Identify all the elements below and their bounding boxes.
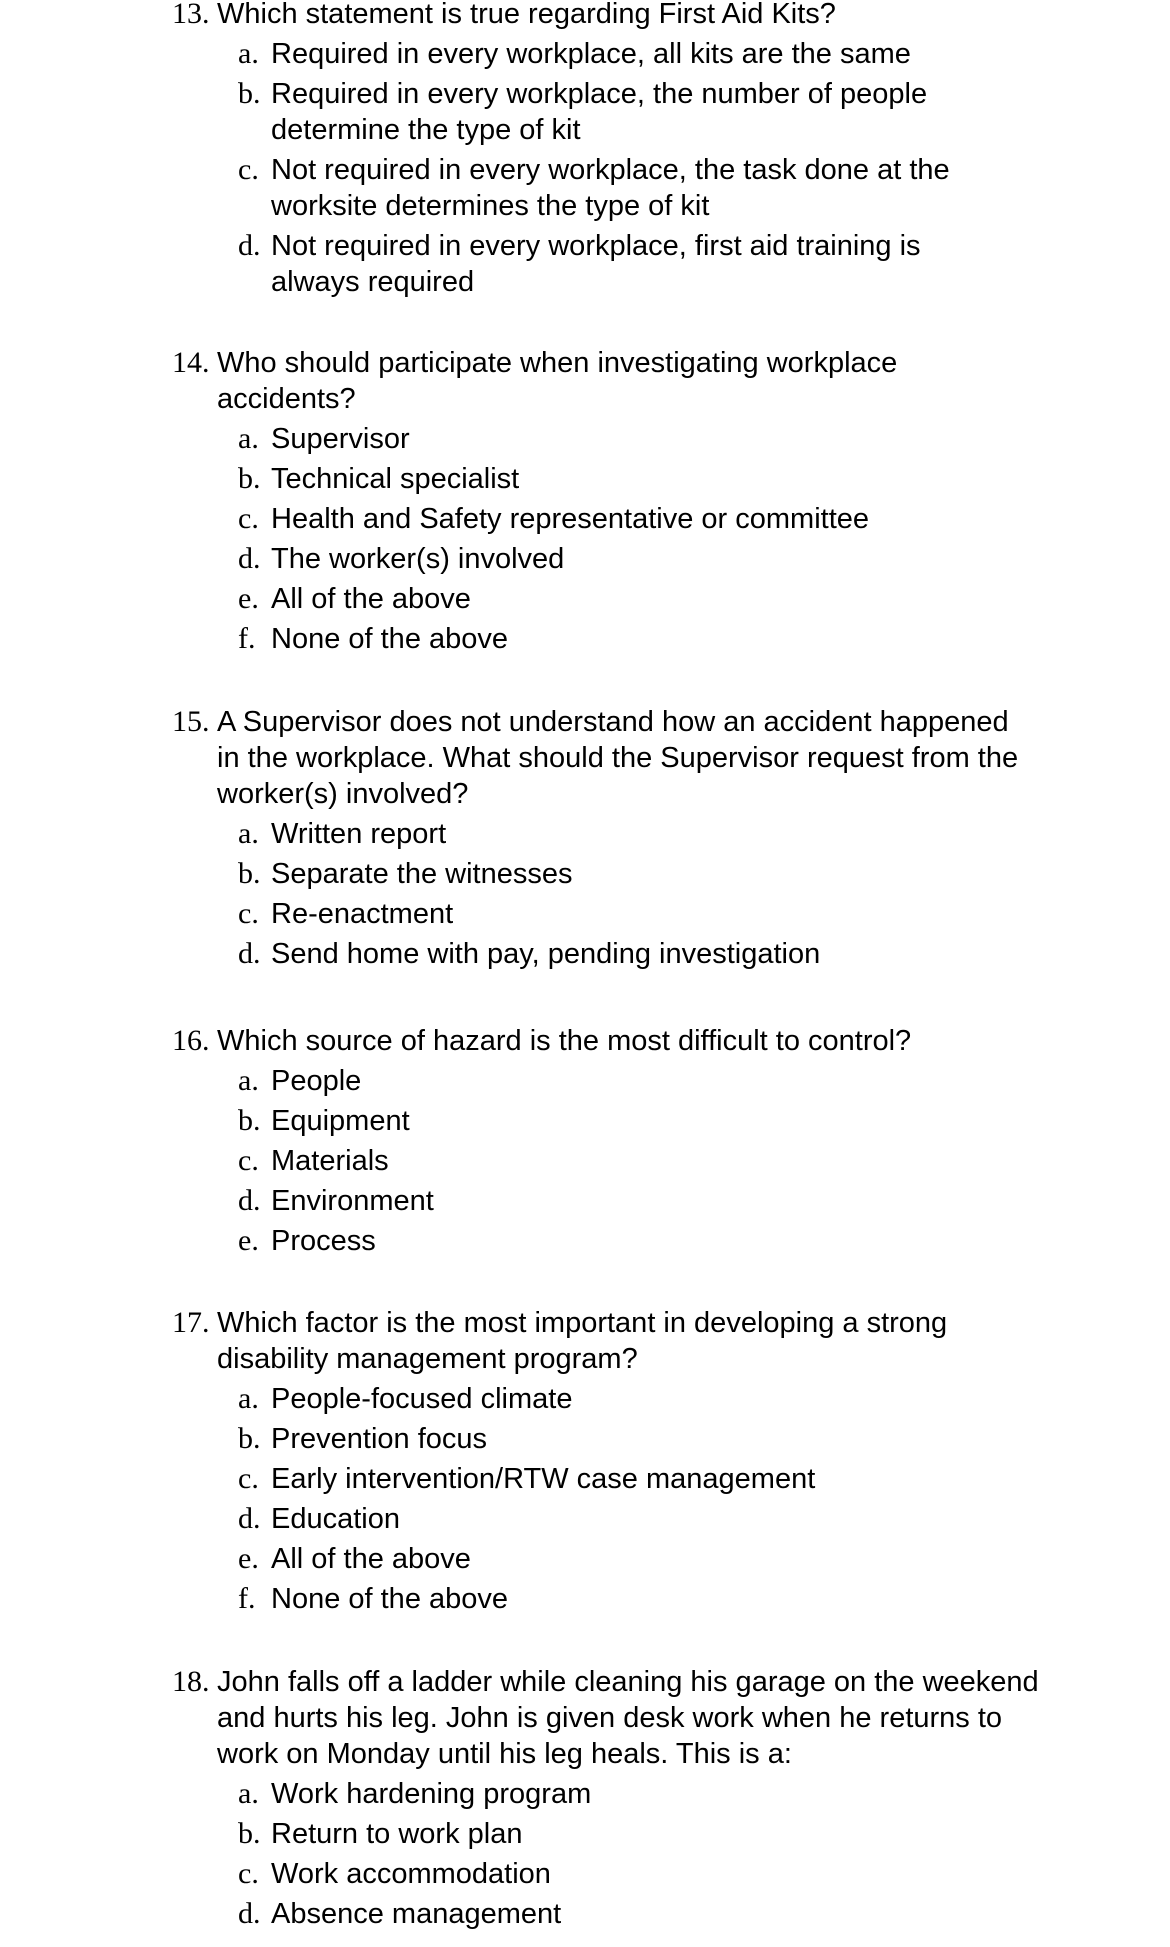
option-e xyxy=(238,1541,1072,1577)
question-text: John falls off a ladder while cleaning his garage on the weekend and hurts his leg. John is given desk work when he returns to work on Monday until his leg heals. This is a: xyxy=(217,1666,1039,1770)
option-d xyxy=(238,228,1072,300)
question-18 xyxy=(172,1664,1072,1936)
question-17 xyxy=(172,1305,1072,1621)
option-text: Not required in every workplace, the task done at the worksite determines the type of kit xyxy=(271,154,950,222)
option-letter: b. xyxy=(238,1817,261,1850)
question-number: 17. xyxy=(172,1306,217,1339)
option-letter: b. xyxy=(238,1104,261,1137)
question-stem xyxy=(172,345,1072,417)
option-list xyxy=(172,421,1072,657)
option-letter: c. xyxy=(238,1857,259,1890)
option-b xyxy=(238,1421,1072,1457)
option-a xyxy=(238,1381,1072,1417)
question-text: Which factor is the most important in developing a strong disability management program? xyxy=(217,1307,948,1375)
option-letter: a. xyxy=(238,422,259,455)
option-b xyxy=(238,76,1072,148)
option-letter: e. xyxy=(238,1542,259,1575)
option-b xyxy=(238,1103,1072,1139)
option-letter: a. xyxy=(238,1777,259,1810)
option-c xyxy=(238,1143,1072,1179)
question-14 xyxy=(172,345,1072,661)
option-letter: a. xyxy=(238,1382,259,1415)
option-a xyxy=(238,36,1072,72)
option-text: People xyxy=(271,1065,362,1097)
option-letter: f. xyxy=(238,622,256,655)
option-text: None of the above xyxy=(271,1583,509,1615)
option-b xyxy=(238,461,1072,497)
option-list xyxy=(172,36,1072,300)
option-text: The worker(s) involved xyxy=(271,543,565,575)
question-stem xyxy=(172,1023,1072,1059)
option-letter: a. xyxy=(238,1064,259,1097)
option-list xyxy=(172,1381,1072,1617)
option-text: Environment xyxy=(271,1185,434,1217)
question-stem xyxy=(172,1664,1072,1772)
question-text: Which statement is true regarding First Aid Kits? xyxy=(217,0,836,30)
option-text: Not required in every workplace, first aid training is always required xyxy=(271,230,921,298)
option-text: Written report xyxy=(271,818,447,850)
option-text: Separate the witnesses xyxy=(271,858,573,890)
option-text: Required in every workplace, the number of people determine the type of kit xyxy=(271,78,928,146)
option-letter: f. xyxy=(238,1582,256,1615)
option-list xyxy=(172,1776,1072,1932)
option-e xyxy=(238,581,1072,617)
option-letter: d. xyxy=(238,229,261,262)
option-text: Send home with pay, pending investigation xyxy=(271,938,821,970)
option-list xyxy=(172,816,1072,972)
question-number: 14. xyxy=(172,346,217,379)
option-text: All of the above xyxy=(271,583,471,615)
option-text: Absence management xyxy=(271,1898,562,1930)
option-d xyxy=(238,541,1072,577)
question-number: 16. xyxy=(172,1024,217,1057)
option-a xyxy=(238,421,1072,457)
option-a xyxy=(238,1063,1072,1099)
question-text: Which source of hazard is the most difficult to control? xyxy=(217,1025,912,1057)
option-c xyxy=(238,896,1072,932)
option-c xyxy=(238,1461,1072,1497)
option-text: Education xyxy=(271,1503,400,1535)
option-text: People-focused climate xyxy=(271,1383,573,1415)
question-number: 18. xyxy=(172,1665,217,1698)
option-a xyxy=(238,816,1072,852)
option-letter: d. xyxy=(238,1897,261,1930)
option-letter: b. xyxy=(238,1422,261,1455)
option-letter: e. xyxy=(238,582,259,615)
option-letter: d. xyxy=(238,1184,261,1217)
option-text: Process xyxy=(271,1225,376,1257)
option-c xyxy=(238,1856,1072,1892)
option-letter: c. xyxy=(238,153,259,186)
option-letter: a. xyxy=(238,37,259,70)
option-c xyxy=(238,501,1072,537)
option-letter: c. xyxy=(238,1462,259,1495)
option-text: All of the above xyxy=(271,1543,471,1575)
option-text: Work hardening program xyxy=(271,1778,592,1810)
option-text: Return to work plan xyxy=(271,1818,523,1850)
option-letter: c. xyxy=(238,1144,259,1177)
option-c xyxy=(238,152,1072,224)
option-a xyxy=(238,1776,1072,1812)
question-text: A Supervisor does not understand how an accident happened in the workplace. What should the Supervisor request from the worker(s) involved? xyxy=(217,706,1019,810)
option-text: Health and Safety representative or committee xyxy=(271,503,870,535)
option-d xyxy=(238,1501,1072,1537)
option-letter: d. xyxy=(238,1502,261,1535)
option-e xyxy=(238,1223,1072,1259)
option-d xyxy=(238,1183,1072,1219)
option-d xyxy=(238,1896,1072,1932)
option-f xyxy=(238,1581,1072,1617)
option-b xyxy=(238,856,1072,892)
option-letter: b. xyxy=(238,857,261,890)
question-13 xyxy=(172,0,1072,304)
option-text: Re-enactment xyxy=(271,898,454,930)
question-stem xyxy=(172,0,1072,32)
option-d xyxy=(238,936,1072,972)
option-text: Prevention focus xyxy=(271,1423,488,1455)
option-letter: a. xyxy=(238,817,259,850)
option-text: Equipment xyxy=(271,1105,410,1137)
question-stem xyxy=(172,704,1072,812)
option-letter: c. xyxy=(238,502,259,535)
option-list xyxy=(172,1063,1072,1259)
option-text: Supervisor xyxy=(271,423,410,455)
option-text: Technical specialist xyxy=(271,463,520,495)
question-16 xyxy=(172,1023,1072,1263)
option-text: None of the above xyxy=(271,623,509,655)
option-letter: d. xyxy=(238,542,261,575)
option-letter: e. xyxy=(238,1224,259,1257)
option-text: Required in every workplace, all kits are the same xyxy=(271,38,911,70)
option-letter: d. xyxy=(238,937,261,970)
option-b xyxy=(238,1816,1072,1852)
question-text: Who should participate when investigating workplace accidents? xyxy=(217,347,898,415)
question-number: 15. xyxy=(172,705,217,738)
question-stem xyxy=(172,1305,1072,1377)
option-text: Work accommodation xyxy=(271,1858,551,1890)
option-text: Materials xyxy=(271,1145,389,1177)
option-f xyxy=(238,621,1072,657)
question-15 xyxy=(172,704,1072,976)
question-number: 13. xyxy=(172,0,217,30)
option-letter: b. xyxy=(238,77,261,110)
option-text: Early intervention/RTW case management xyxy=(271,1463,816,1495)
option-letter: c. xyxy=(238,897,259,930)
option-letter: b. xyxy=(238,462,261,495)
